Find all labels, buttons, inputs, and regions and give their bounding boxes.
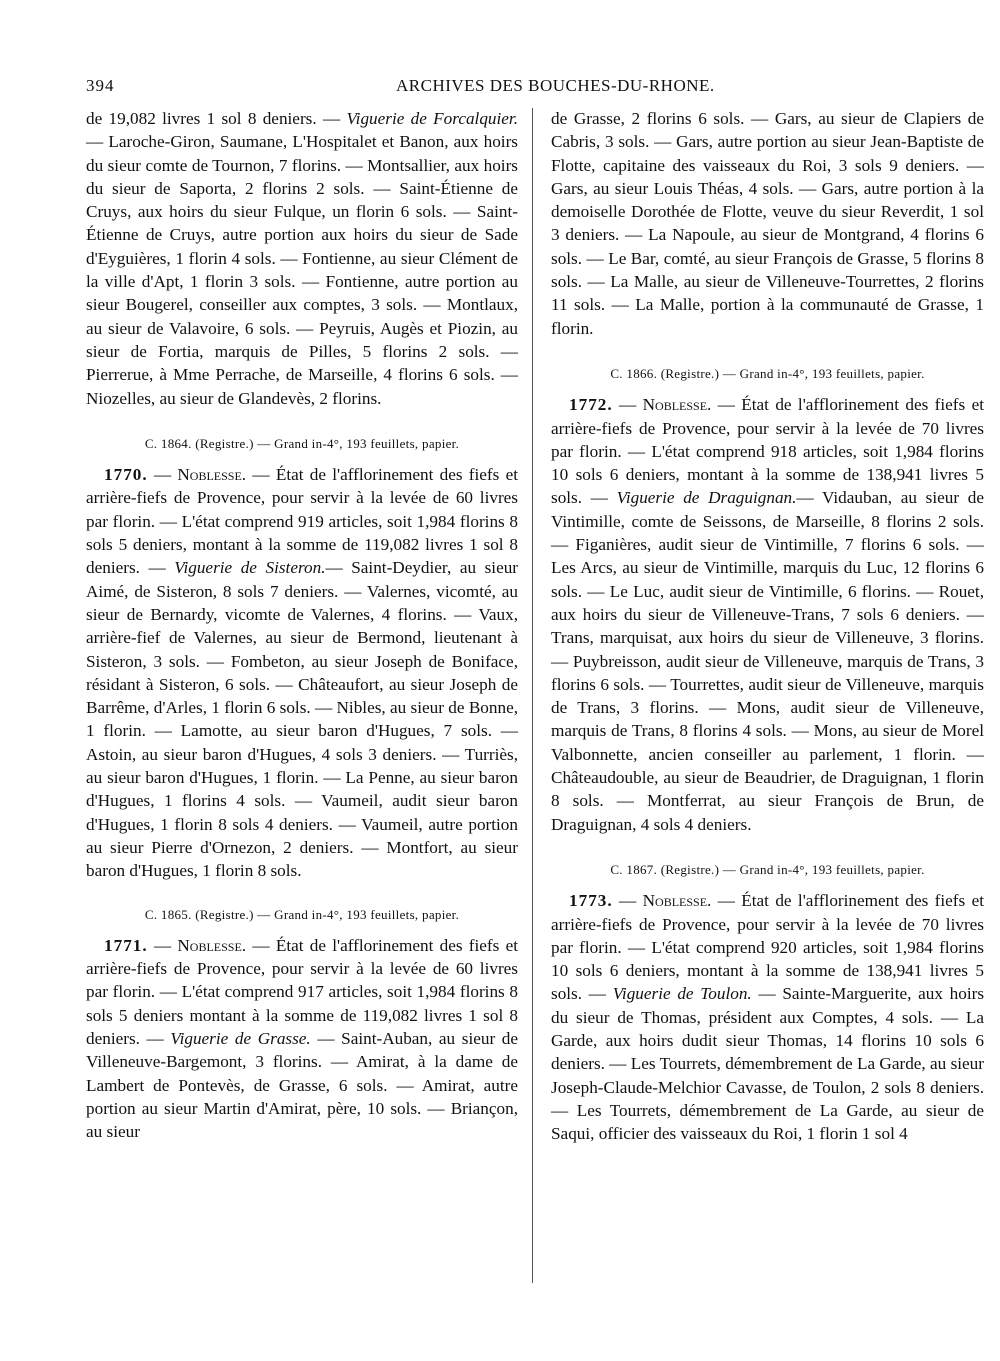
column-divider bbox=[532, 108, 533, 1283]
entry-dash: — bbox=[153, 465, 172, 485]
text-run: — Saint-Auban, au sieur de Villeneuve-Bargemont, 3 florins. — Amirat, à la dame de Lambert de Pontevès, de Grasse, 6 sols. — Amirat, autre portion au sieur Martin d'Amirat, père, 10 sols. — Briançon, au sieur bbox=[86, 1028, 519, 1142]
continuation-paragraph bbox=[86, 107, 518, 410]
right-column bbox=[551, 107, 984, 1145]
viguerie-heading: Viguerie de Grasse. bbox=[170, 1028, 311, 1048]
entry-label: Noblesse. bbox=[642, 891, 712, 911]
left-column bbox=[86, 107, 518, 1143]
entry-dash: — bbox=[153, 935, 172, 955]
entry-1773 bbox=[551, 889, 984, 1145]
entry-year: 1771. bbox=[104, 935, 148, 955]
entry-dash: — bbox=[619, 395, 637, 415]
continuation-paragraph: de Grasse, 2 florins 6 sols. — Gars, au sieur de Clapiers de Cabris, 3 sols. — Gars, autre portion au sieur Jean-Baptiste de Flotte, capitaine des vaisseaux du Roi, 3 sols 9 deniers. — Gars, au sieur Louis Théas, 4 sols. — Gars, autre portion à la demoiselle Dorothée de Flotte, veuve du sieur Reverdit, 1 sol 3 deniers. — La Napoule, au sieur de Montgrand, 4 florins 6 sols. — Le Bar, comté, au sieur François de Grasse, 5 florins 8 sols. — La Malle, au sieur de Villeneuve-Tourrettes, 2 florins 11 sols. — La Malle, portion à la communauté de Grasse, 1 florin. bbox=[551, 109, 984, 338]
viguerie-heading: Viguerie de Draguignan. bbox=[616, 488, 797, 508]
page-number: 394 bbox=[86, 76, 115, 95]
entry-label: Noblesse. bbox=[642, 395, 712, 415]
entry-1770 bbox=[86, 463, 518, 882]
text-run: — État de l'afflorinement des fiefs et arrière-fiefs de Provence, pour servir à la levée de 70 livres par florin. — L'état comprend 918 articles, soit 1,984 florins 10 sols 6 deniers, montant à la somme de 138,941 livres 5 sols. — bbox=[551, 395, 984, 508]
page-header bbox=[86, 76, 966, 102]
text-run: — Vidauban, au sieur de Vintimille, comte de Seissons, de Marseille, 8 florins 2 sols. — Figanières, audit sieur de Vintimille, 7 florins 6 sols. — Les Arcs, au sieur de Vintimille, marquis du Luc, 12 florins 6 sols. — Le Luc, audit sieur de Vintimille, 6 florins. — Rouet, aux hoirs du sieur de Villeneuve-Trans, 7 sols 6 deniers. — Trans, marquisat, aux hoirs du sieur de Villeneuve, 3 florins. — Puybreisson, audit sieur de Villeneuve, marquis de Trans, 3 florins 6 sols. — Tourrettes, audit sieur de Villeneuve, marquis de Trans, 3 florins. — Mons, audit sieur de Villeneuve, marquis de Trans, 8 florins 4 sols. — Mons, au sieur de Morel Valbonnette, ancien conseiller au parlement, 1 florin. — Châteaudouble, au sieur de Beaudrier, de Draguignan, 1 florin 8 sols. — Montferrat, au sieur François de Brun, de Draguignan, 4 sols 4 deniers. bbox=[551, 488, 984, 834]
text-run: — Laroche-Giron, Saumane, L'Hospitalet et Banon, aux hoirs du sieur comte de Tournon, 7 florins. — Montsallier, aux hoirs du sieur de Saporta, 2 florins 2 sols. — Saint-Étienne de Cruys, aux hoirs du sieur Fulque, un florin 6 sols. — Saint-Étienne de Cruys, autre portion aux hoirs du sieur de Sade d'Eyguières, 1 florin 4 sols. — Fontienne, au sieur Clément de la ville d'Apt, 1 florin 3 sols. — Fontienne, autre portion au sieur Bougerel, conseiller aux comptes, 3 sols. — Montlaux, au sieur de Valavoire, 6 sols. — Peyruis, Augès et Piozin, au sieur de Fortia, marquis de Pilles, 5 florins 2 sols. — Pierrerue, à Mme Perrache, de Marseille, 4 florins 6 sols. — Niozelles, au sieur de Glandevès, 2 florins. bbox=[86, 132, 518, 408]
viguerie-heading: Viguerie de Toulon. bbox=[612, 984, 752, 1004]
entry-label: Noblesse. bbox=[177, 935, 247, 955]
entry-year: 1773. bbox=[569, 891, 613, 911]
archive-reference-1866: C. 1866. (Registre.) — Grand in-4°, 193 feuillets, papier. bbox=[610, 365, 925, 381]
archive-reference-1865: C. 1865. (Registre.) — Grand in-4°, 193 feuillets, papier. bbox=[144, 906, 460, 922]
text-run: — État de l'afflorinement des fiefs et arrière-fiefs de Provence, pour servir à la levée de 70 livres par florin. — L'état comprend 920 articles, soit 1,984 florins 10 sols 6 deniers, montant à la somme de 138,941 livres 5 sols. — bbox=[551, 891, 984, 1004]
entry-1771 bbox=[86, 934, 518, 1144]
archive-reference-1867: C. 1867. (Registre.) — Grand in-4°, 193 feuillets, papier. bbox=[610, 861, 925, 877]
text-run: — Saint-Deydier, au sieur Aimé, de Sisteron, 8 sols 7 deniers. — Valernes, vicomté, au sieur de Bernardy, vicomte de Valernes, 4 florins. — Vaux, arrière-fief de Valernes, au sieur de Bermond, lieutenant à Sisteron, 3 sols. — Fombeton, au sieur Joseph de Boniface, résidant à Sisteron, 6 sols. — Châteaufort, au sieur Joseph de Barrême, d'Arles, 1 florin 6 sols. — Nibles, au sieur de Bonne, 1 florin. — Lamotte, au sieur baron d'Hugues, 7 sols. — Astoin, au sieur baron d'Hugues, 4 sols 3 deniers. — Turriès, au sieur baron d'Hugues, 1 florin. — La Penne, au sieur baron d'Hugues, 1 florins 4 sols. — Vaumeil, audit sieur baron d'Hugues, 1 florin 8 sols 4 deniers. — Vaumeil, autre portion au sieur Pierre d'Ornezon, 2 deniers. — Montfort, au sieur baron d'Hugues, 1 florin 8 sols. bbox=[86, 558, 519, 881]
entry-1772 bbox=[551, 393, 984, 836]
text-run: de 19,082 livres 1 sol 8 deniers. — bbox=[86, 109, 341, 128]
text-run: — État de l'afflorinement des fiefs et arrière-fiefs de Provence, pour servir à la levée de 60 livres par florin. — L'état comprend 919 articles, soit 1,984 florins 8 sols 5 deniers, montant à la somme de 119,082 livres 1 sol 8 deniers. — bbox=[86, 465, 518, 578]
entry-dash: — bbox=[619, 891, 637, 911]
entry-label: Noblesse. bbox=[177, 465, 247, 485]
text-run: — Sainte-Marguerite, aux hoirs du sieur de Thomas, président aux Comptes, 4 sols. — La Garde, aux hoirs dudit sieur Thomas, 14 florins 10 sols 6 deniers. — Les Tourrets, démembrement de La Garde, au sieur Joseph-Claude-Melchior Cavasse, de Toulon, 2 sols 8 deniers. — Les Tourrets, démembrement de La Garde, au sieur de Saqui, officier des vaisseaux du Roi, 1 florin 1 sol 4 bbox=[551, 984, 985, 1144]
viguerie-heading: Viguerie de Sisteron. bbox=[174, 558, 326, 578]
running-title: ARCHIVES DES BOUCHES-DU-RHONE. bbox=[396, 76, 715, 95]
entry-year: 1772. bbox=[569, 395, 613, 415]
archive-reference-1864: C. 1864. (Registre.) — Grand in-4°, 193 feuillets, papier. bbox=[144, 435, 460, 451]
text-run: — État de l'afflorinement des fiefs et arrière-fiefs de Provence, pour servir à la levée de 60 livres par florin. — L'état comprend 917 articles, soit 1,984 florins 8 sols 5 deniers montant à la somme de 119,082 livres 1 sol 8 deniers. — bbox=[86, 935, 518, 1048]
entry-year: 1770. bbox=[104, 465, 148, 485]
viguerie-heading: Viguerie de Forcalquier. bbox=[346, 109, 518, 128]
